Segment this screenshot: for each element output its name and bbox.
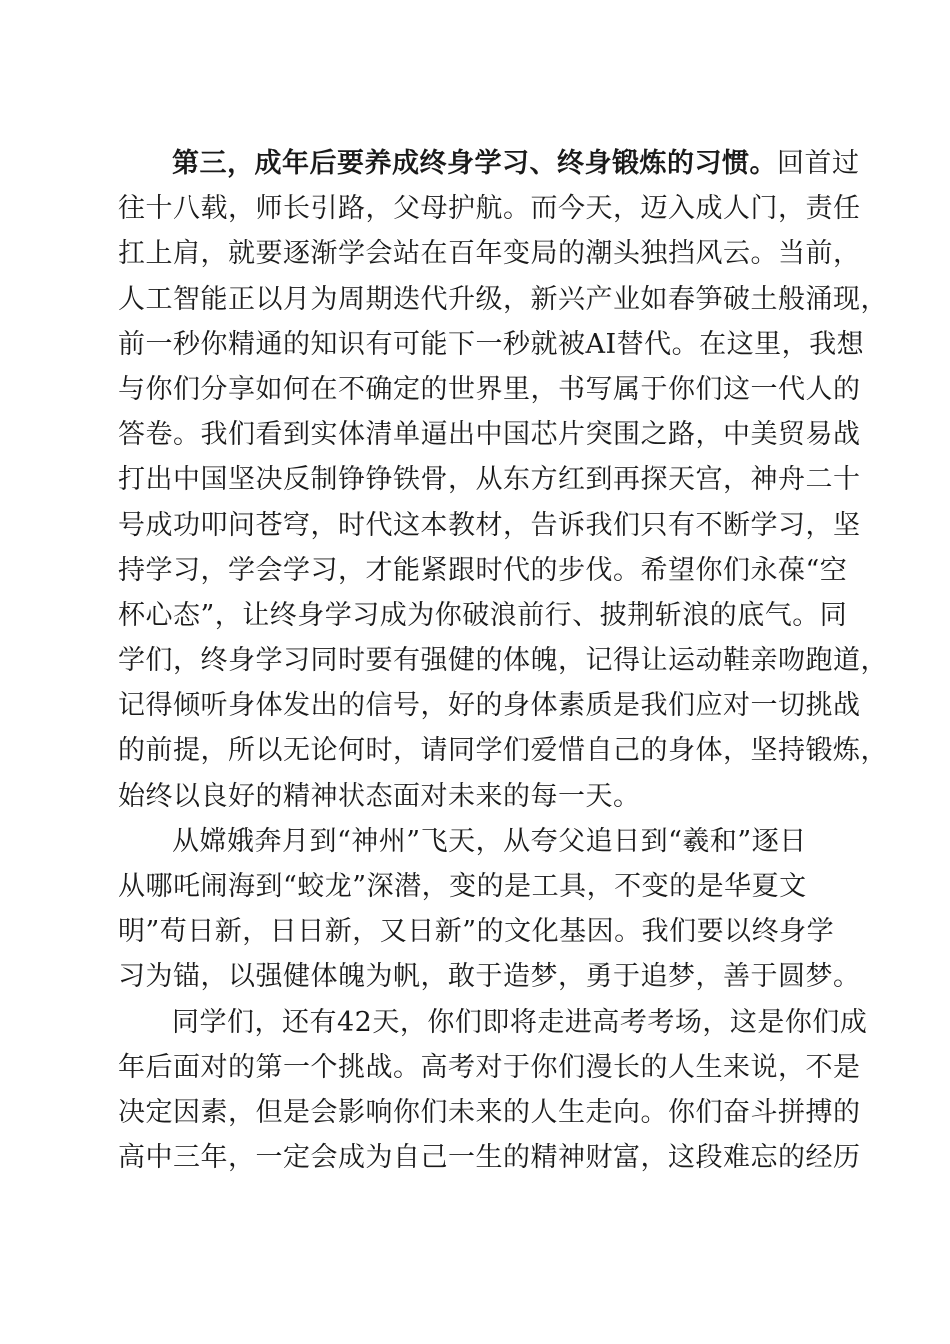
text-line: 第三，成年后要养成终身学习、终身锻炼的习惯。回首过 [172,148,860,179]
text-line: 同学们，还有42天，你们即将走进高考考场，这是你们成 [172,1006,868,1038]
text-line: 答卷。我们看到实体清单逼出中国芯片突围之路，中美贸易战 [118,419,861,451]
document-body [118,141,888,1180]
paragraph-lifelong-learning [118,141,888,819]
text-line: 年后面对的第一个挑战。高考对于你们漫长的人生来说，不是 [118,1051,861,1083]
bold-heading: 第三，成年后要养成终身学习、终身锻炼的习惯。 [172,148,777,179]
text-line: 从哪吒闹海到“蛟龙”深潜，变的是工具，不变的是华夏文 [118,871,807,902]
text-line: 的前提，所以无论何时，请同学们爱惜自己的身体，坚持锻炼， [118,735,888,767]
text-line: 扛上肩，就要逐渐学会站在百年变局的潮头独挡风云。当前， [118,238,861,270]
text-line: 高中三年，一定会成为自己一生的精神财富，这段难忘的经历 [118,1142,861,1174]
text-line: 往十八载，师长引路，父母护航。而今天，迈入成人门，责任 [118,193,861,225]
text-line: 从嫦娥奔月到“神州”飞天，从夸父追日到“羲和”逐日 [172,825,807,857]
text-line: 人工智能正以月为周期迭代升级，新兴产业如春笋破土般涌现， [118,283,888,315]
paragraph-gaokao [118,1000,868,1181]
text-line: 与你们分享如何在不确定的世界里，书写属于你们这一代人的 [118,373,861,405]
text-line: 明”苟日新，日日新，又日新”的文化基因。我们要以终身学 [118,916,835,948]
text-line: 前一秒你精通的知识有可能下一秒就被AI替代。在这里，我想 [118,328,865,360]
text-line: 学们，终身学习同时要有强健的体魄，记得让运动鞋亲吻跑道， [118,645,888,677]
text-line: 记得倾听身体发出的信号，好的身体素质是我们应对一切挑战 [118,690,861,722]
text-line: 始终以良好的精神状态面对未来的每一天。 [118,780,641,812]
paragraph-dreams [118,819,861,1000]
text-line: 号成功叩问苍穹，时代这本教材，告诉我们只有不断学习，坚 [118,509,861,541]
text-line: 持学习，学会学习，才能紧跟时代的步伐。希望你们永葆“空 [118,554,848,586]
text-line: 习为锚，以强健体魄为帆，敢于造梦，勇于追梦，善于圆梦。 [118,961,861,993]
text-line: 杯心态”，让终身学习成为你破浪前行、披荆斩浪的底气。同 [118,599,848,631]
text-line: 决定因素，但是会影响你们未来的人生走向。你们奋斗拼搏的 [118,1096,861,1128]
text-line: 打出中国坚决反制铮铮铁骨，从东方红到再探天宫，神舟二十 [118,464,861,496]
